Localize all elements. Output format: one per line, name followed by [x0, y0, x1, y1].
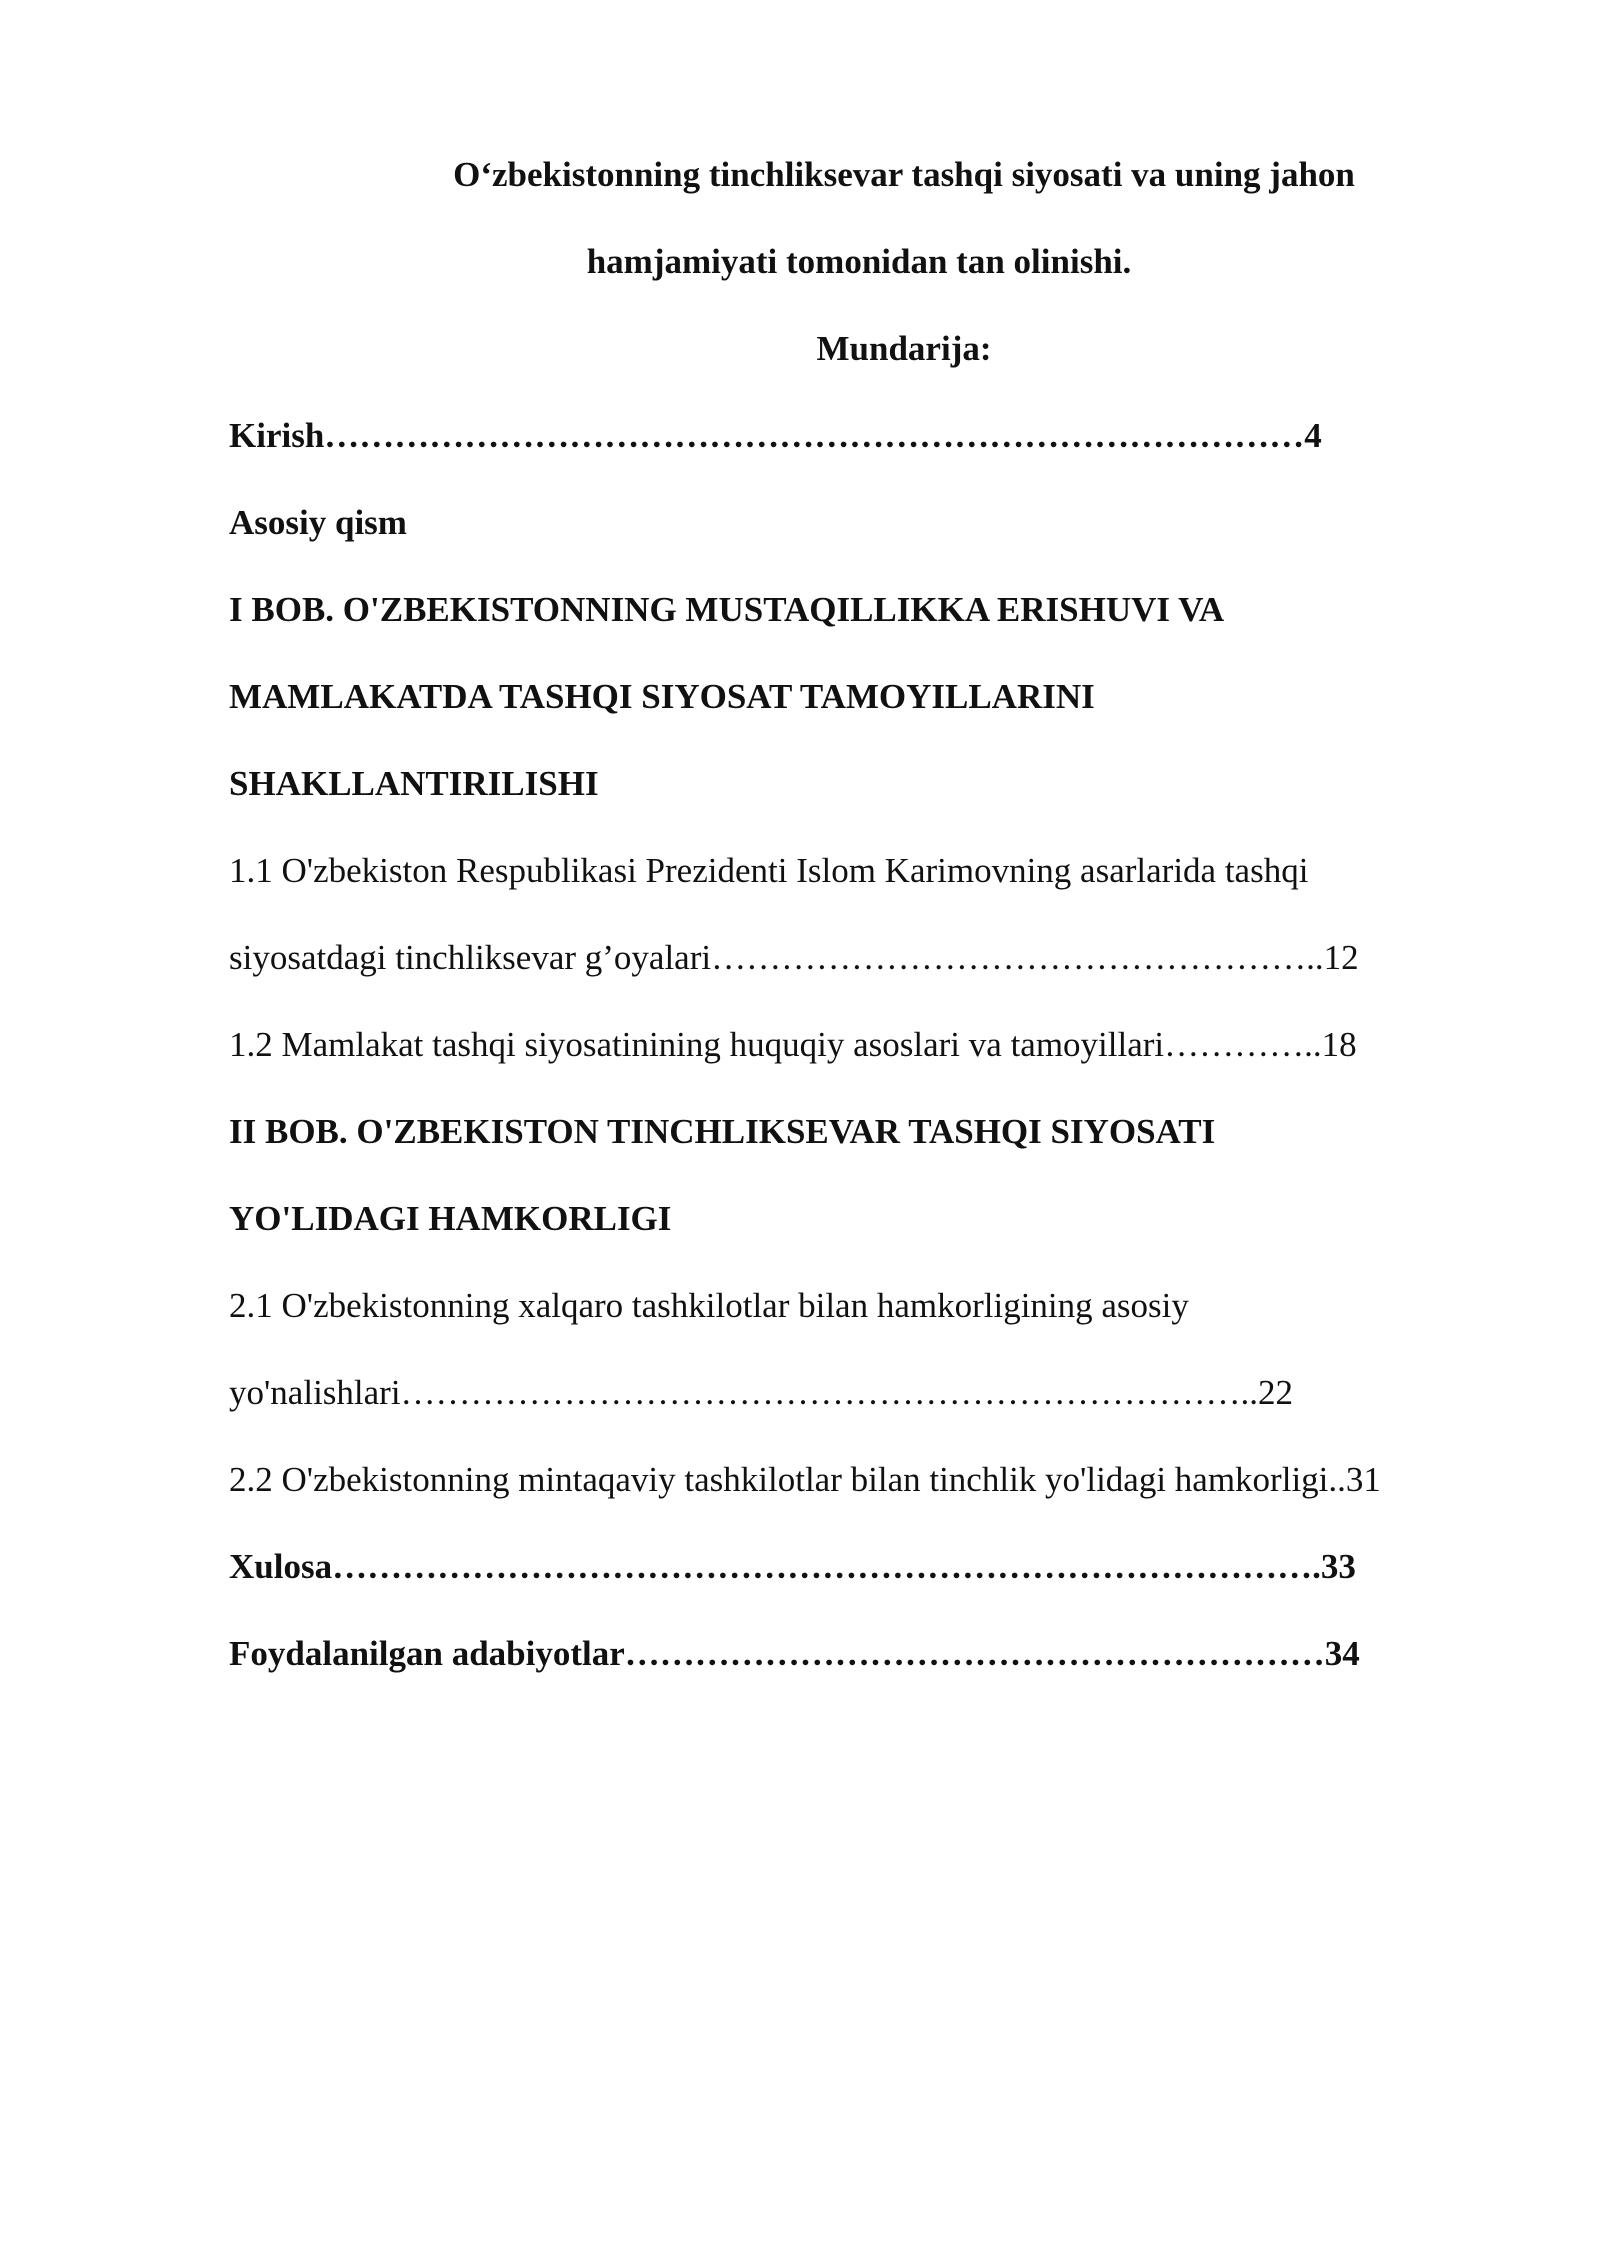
toc-section-1-1-line-1: 1.1 O'zbekiston Respublikasi Prezidenti Islom Karimovning asarlarida tashqi	[229, 851, 1309, 890]
toc-entry-asosiy-qism: Asosiy qism	[229, 503, 407, 542]
toc-section-1-2: 1.2 Mamlakat tashqi siyosatinining huquqiy asoslari va tamoyillari…………..18	[229, 1025, 1357, 1064]
toc-section-2-2: 2.2 O'zbekistonning mintaqaviy tashkilotlar bilan tinchlik yo'lidagi hamkorligi..31	[229, 1460, 1381, 1499]
document-title-line-2: hamjamiyati tomonidan tan olinishi.	[586, 242, 1132, 281]
toc-chapter-1-line-2: MAMLAKATDA TASHQI SIYOSAT TAMOYILLARINI	[229, 677, 1095, 716]
toc-heading: Mundarija:	[816, 329, 992, 368]
toc-chapter-2-line-2: YO'LIDAGI HAMKORLIGI	[229, 1199, 672, 1238]
toc-entry-xulosa: Xulosa………………………………………………………………………….33	[229, 1547, 1356, 1586]
toc-chapter-1-line-1: I BOB. O'ZBEKISTONNING MUSTAQILLIKKA ERISHUVI VA	[229, 590, 1225, 629]
document-title-line-1: O‘zbekistonning tinchliksevar tashqi siyosati va uning jahon	[453, 155, 1355, 194]
toc-chapter-2-line-1: II BOB. O'ZBEKISTON TINCHLIKSEVAR TASHQI SIYOSATI	[229, 1112, 1216, 1151]
toc-section-2-1-line-1: 2.1 O'zbekistonning xalqaro tashkilotlar bilan hamkorligining asosiy	[229, 1286, 1189, 1325]
toc-section-2-1-line-2: yo'nalishlari………………………………………………………………..22	[229, 1373, 1294, 1412]
toc-chapter-1-line-3: SHAKLLANTIRILISHI	[229, 764, 599, 803]
toc-entry-kirish: Kirish…………………………………………………………………………4	[229, 416, 1322, 455]
toc-section-1-1-line-2: siyosatdagi tinchliksevar g’oyalari……………………………………………..12	[229, 938, 1359, 977]
toc-entry-adabiyotlar: Foydalanilgan adabiyotlar……………………………………………………34	[229, 1634, 1360, 1673]
